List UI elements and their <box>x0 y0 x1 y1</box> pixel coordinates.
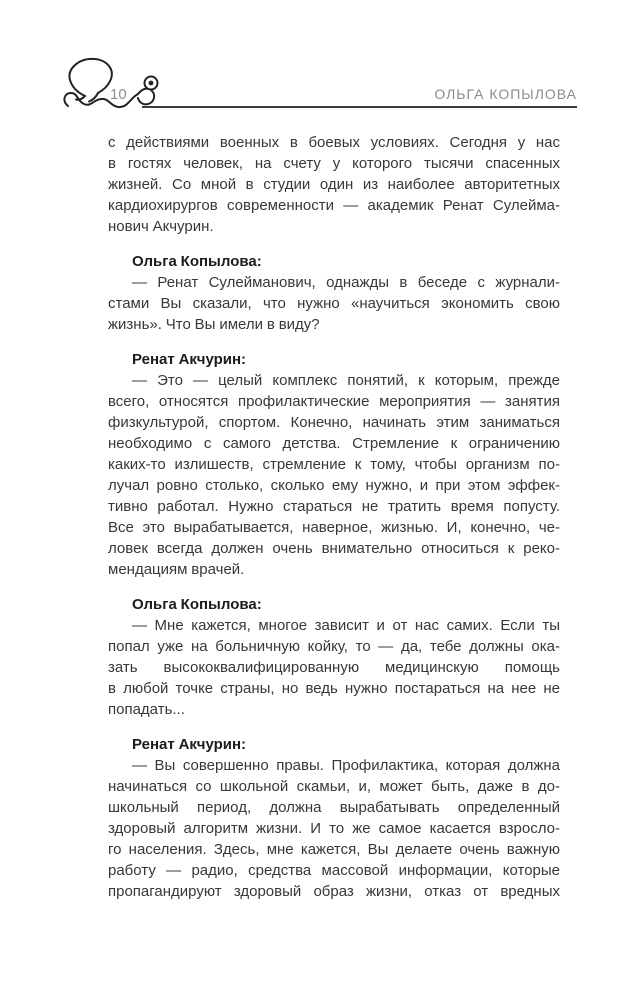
text-line: школьный период, должна вырабатывать определенный <box>108 799 560 816</box>
paragraph <box>108 370 560 580</box>
text-line: нович Акчурин. <box>108 218 214 235</box>
speaker-name: Ренат Акчурин: <box>132 736 247 753</box>
running-title: ОЛЬГА КОПЫЛОВА <box>434 86 577 102</box>
text-line: мендациям врачей. <box>108 561 245 578</box>
speaker-name: Ренат Акчурин: <box>132 351 247 368</box>
text-line: тивно работал. Нужно стараться не тратить время попусту. <box>108 498 560 515</box>
text-line: — Мне кажется, многое зависит и от нас самих. Если ты <box>132 617 560 634</box>
text-line: — Это — целый комплекс понятий, к которым, прежде <box>132 372 560 389</box>
text-line: работу — радио, средства массовой информации, которые <box>108 862 560 879</box>
text-line: ловек всегда должен очень внимательно относиться к реко- <box>108 540 560 557</box>
text-line: попадать... <box>108 701 185 718</box>
text-line: физкультурой, спортом. Конечно, начинать этим заниматься <box>108 414 560 431</box>
paragraph <box>108 272 560 335</box>
paragraph <box>108 755 560 902</box>
speaker-name: Ольга Копылова: <box>132 596 262 613</box>
text-line: — Ренат Сулейманович, однажды в беседе с журнали- <box>132 274 560 291</box>
text-line: необходимо с самого детства. Стремление к ограничению <box>108 435 560 452</box>
paragraph <box>108 132 560 237</box>
text-line: в гостях человек, на счету у которого тысячи спасенных <box>108 155 560 172</box>
text-line: жизней. Со мной в студии один из наиболее авторитетных <box>108 176 560 193</box>
page-body <box>108 132 560 902</box>
text-line: здоровый алгоритм жизни. И то же самое касается взросло- <box>108 820 560 837</box>
page-number: 10 <box>110 86 127 103</box>
text-line: Все это вырабатывается, наверное, жизнью. И, конечно, че- <box>108 519 560 536</box>
text-line: всего, относятся профилактические мероприятия — занятия <box>108 393 560 410</box>
header-rule <box>142 106 577 108</box>
speaker-name: Ольга Копылова: <box>132 253 262 270</box>
text-line: начинаться со школьной скамьи, и, может быть, даже в до- <box>108 778 560 795</box>
text-line: стами Вы сказали, что нужно «научиться экономить свою <box>108 295 560 312</box>
text-line: жизнь». Что Вы имели в виду? <box>108 316 320 333</box>
text-line: кардиохирургов современности — академик Ренат Сулейма- <box>108 197 560 214</box>
text-line: лучал ровно столько, сколько ему нужно, и при этом эффек- <box>108 477 560 494</box>
text-line: го населения. Здесь, мне кажется, Вы делаете очень важную <box>108 841 560 858</box>
text-line: каких-то излишеств, стремление к тому, чтобы организм по- <box>108 456 560 473</box>
paragraph <box>108 615 560 720</box>
text-line: попал уже на больничную койку, то — да, тебе должны ока- <box>108 638 560 655</box>
text-line: зать высококвалифицированную медицинскую помощь <box>108 659 560 676</box>
text-line: в любой точке страны, но ведь нужно постараться на нее не <box>108 680 560 697</box>
text-line: — Вы совершенно правы. Профилактика, которая должна <box>132 757 560 774</box>
text-line: пропагандируют здоровый образ жизни, отказ от вредных <box>108 883 560 900</box>
text-line: с действиями военных в боевых условиях. Сегодня у нас <box>108 134 560 151</box>
